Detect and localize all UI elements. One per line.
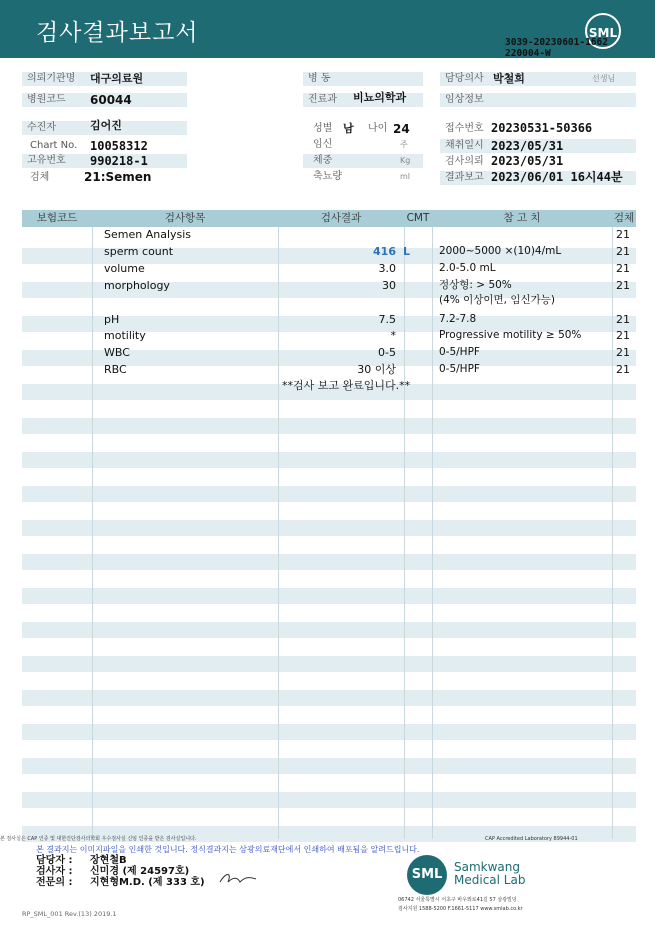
specialist-label: 전문의 : [36,877,73,888]
test-specimen: 21 [616,245,630,258]
test-reference: 2000~5000 ×(10)4/mL [439,245,562,257]
table-stripe [22,758,636,774]
chart-label: Chart No. [30,140,78,151]
th-insurance-code: 보험코드 [36,212,78,224]
lab-phone: 검사지원 1588-5200 F.1661-5117 www.smlab.co.kr [398,906,523,912]
table-stripe [22,690,636,706]
table-header [22,210,636,227]
sml-lab-logo-icon: SML [407,855,447,895]
specimen-label: 검체 [30,172,50,183]
request-number-line1: 3039-20230601-1662 [505,37,608,48]
test-result: 30 [382,279,396,292]
test-reference: 0-5/HPF [439,363,480,375]
patient-label: 수진자 [22,121,87,135]
test-specimen: 21 [616,228,630,241]
hospcode-label: 병원코드 [22,93,87,107]
form-code: RP_SML_001 Rev.(13) 2019.1 [22,910,117,918]
lab-name [454,861,525,887]
test-item-name: volume [104,262,145,275]
specimen-value: 21:Semen [84,170,152,184]
specialist-value: 지현형M.D. (제 333 호) [90,877,205,888]
hospital-value: 대구의료원 [90,72,144,85]
sex-value: 남 [343,122,354,135]
cap-notice: 본 검사실은 CAP 인증 및 대한진단검사의학회 우수검사실 신임 인증을 받은 검사실입니다. [0,836,197,842]
lab-name-line1: Samkwang [454,860,520,874]
age-label: 나이 [368,123,388,134]
test-result: * [390,329,396,342]
col-divider [92,227,93,839]
chart-value: 10058312 [90,139,148,153]
urine-unit: ml [400,172,411,181]
col-divider [612,227,613,839]
test-flag: L [403,245,411,258]
test-reference: 2.0-5.0 mL [439,262,496,274]
table-stripe [22,520,636,536]
table-stripe [22,452,636,468]
sex-label: 성별 [313,123,333,134]
test-specimen: 21 [616,279,630,292]
receipt-value: 20230531-50366 [491,121,593,135]
test-item-name: morphology [104,279,170,292]
urine-label: 축뇨량 [313,171,342,182]
test-item-name: RBC [104,363,127,376]
test-reference: 7.2-7.8 [439,313,477,325]
table-stripe [22,656,636,672]
table-stripe [22,792,636,808]
weight-unit: Kg [400,156,411,165]
table-stripe [22,418,636,434]
preg-label: 임신 [313,139,333,150]
test-specimen: 21 [616,262,630,275]
table-stripe [22,554,636,570]
staff-value: 장현철B [90,855,127,866]
table-stripe [22,622,636,638]
doctor-value: 박철희 [493,72,525,85]
test-reference: 0-5/HPF [439,346,480,358]
test-item-name: WBC [104,346,130,359]
test-reference: Progressive motility ≥ 50% [439,329,582,341]
col-divider [404,227,405,839]
staff-label: 담당자 : [36,855,73,866]
clinical-label: 임상정보 [440,93,636,107]
doctor-label: 담당의사 [440,72,636,86]
collect-value: 2023/05/31 [491,139,564,153]
col-divider [432,227,433,839]
test-result: 416 [373,245,396,258]
th-test-item: 검사항목 [164,212,206,224]
test-reference-note: (4% 이상이면, 임신가능) [439,294,556,306]
age-value: 24 [393,122,410,136]
test-result: 0-5 [378,346,396,359]
dept-value: 비뇨의학과 [353,91,407,104]
col-divider [278,227,279,839]
test-result: 3.0 [378,262,396,275]
test-result: 7.5 [378,313,396,326]
complete-message: **검사 보고 완료입니다.** [282,379,411,392]
request-label: 검사의뢰 [445,156,484,167]
ward-label: 병 동 [303,72,423,86]
report-title: 검사결과보고서 [36,20,199,46]
cap-accreditation: CAP Accredited Laboratory 89944-01 [485,836,578,842]
table-stripe [22,588,636,604]
test-specimen: 21 [616,329,630,342]
test-result: 30 이상 [357,363,396,376]
unique-value: 990218-1 [90,154,148,168]
hospital-label: 의뢰기관명 [22,72,87,86]
test-item-name: Semen Analysis [104,228,192,241]
test-specimen: 21 [616,363,630,376]
test-specimen: 21 [616,346,630,359]
patient-value: 김어진 [90,119,122,132]
test-reference: 정상형: > 50% [439,279,512,291]
doctor-suffix: 선생님 [592,74,616,83]
signature-icon [218,870,258,886]
print-notice: 본 결과지는 이미지파일을 인쇄한 것입니다. 정식결과지는 삼광의료재단에서 인쇄하여 배포됨을 알려드립니다. [36,845,420,854]
unique-label: 고유번호 [22,154,87,168]
test-item-name: pH [104,313,120,326]
tester-value: 신미경 (제 24597호) [90,866,190,877]
table-stripe [22,724,636,740]
sml-logo-icon: SML [585,13,621,49]
request-value: 2023/05/31 [491,154,564,168]
th-reference: 참 고 치 [503,212,541,224]
dept-label: 진료과 [303,93,423,107]
test-item-name: motility [104,329,146,342]
report-value: 2023/06/01 16시44분 [491,170,623,184]
receipt-label: 접수번호 [445,123,484,134]
tester-label: 검사자 : [36,866,73,877]
test-specimen: 21 [616,313,630,326]
test-item-name: sperm count [104,245,174,258]
hospcode-value: 60044 [90,93,132,107]
table-stripe [22,486,636,502]
preg-unit: 주 [400,140,408,149]
lab-name-line2: Medical Lab [454,873,526,887]
request-number [505,37,608,59]
collect-label: 채취일시 [440,139,636,153]
report-label: 결과보고 [440,171,636,185]
request-number-line2: 220004-W [505,48,551,59]
lab-address: 06742 서울특별시 서초구 바우뫼로41길 57 삼광빌딩 [398,897,517,903]
th-specimen: 검체 [613,212,635,224]
th-cmt: CMT [406,212,430,224]
weight-label: 체중 [303,154,423,168]
th-result: 검사결과 [320,212,362,224]
